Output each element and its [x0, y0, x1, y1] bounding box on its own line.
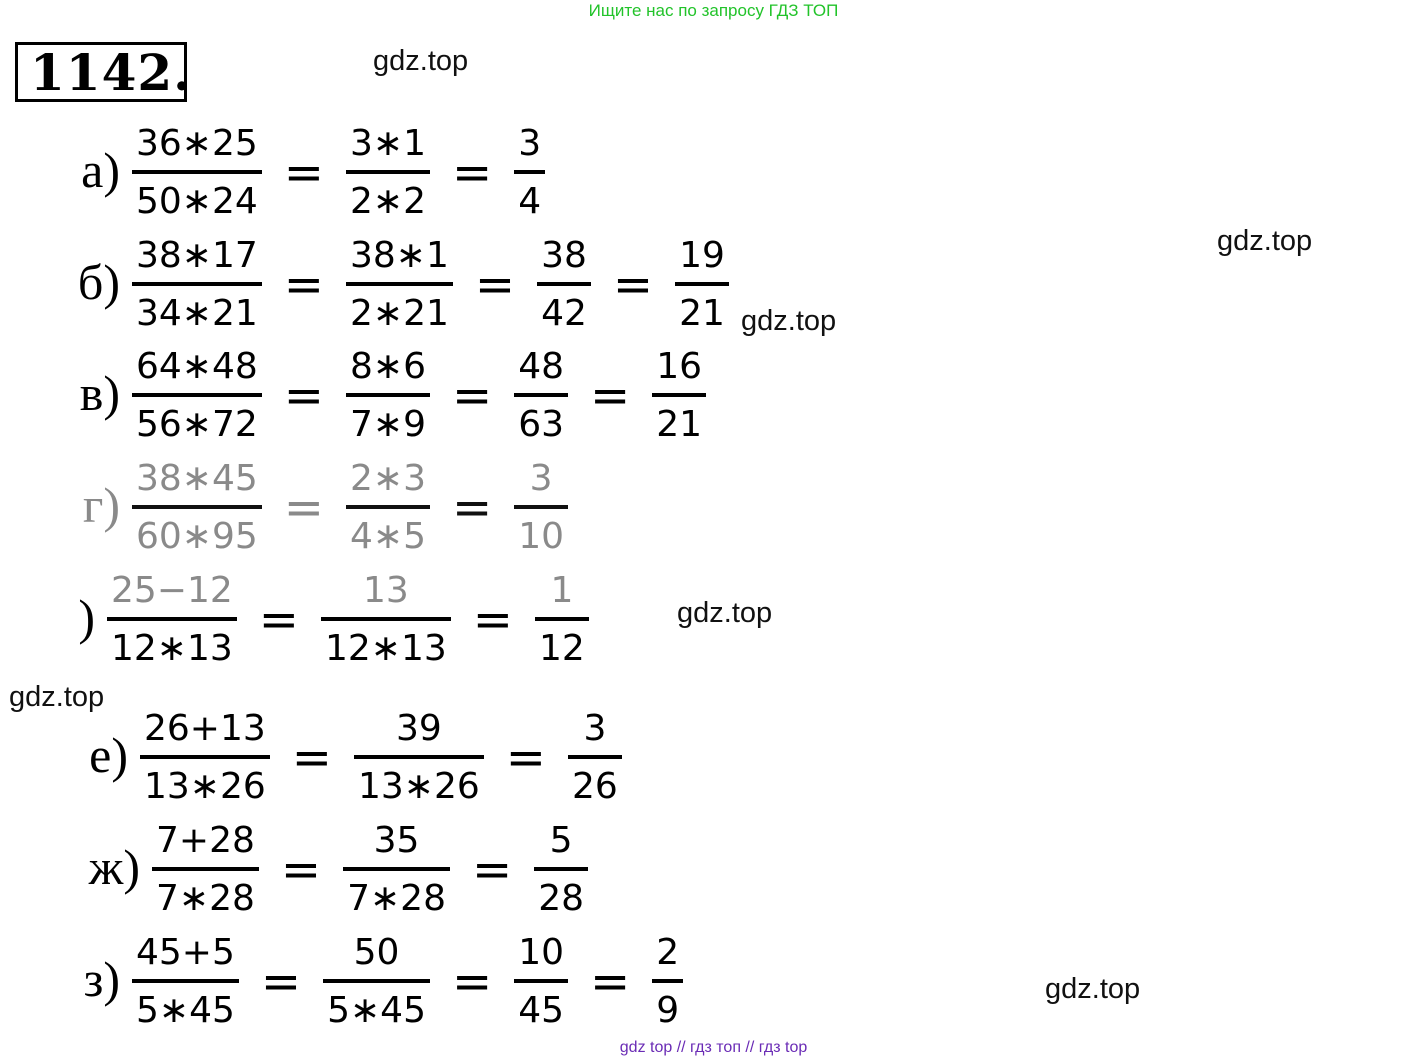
numerator: 25−12 — [111, 570, 233, 611]
item-label: ж) — [88, 839, 140, 895]
equals-sign: = — [451, 480, 493, 536]
numerator: 1 — [550, 570, 574, 611]
fraction — [652, 932, 683, 1031]
numerator: 19 — [679, 235, 725, 276]
numerator: 3 — [529, 458, 553, 499]
fraction — [535, 570, 589, 669]
denominator: 56∗72 — [136, 404, 258, 445]
item-label: б) — [77, 254, 120, 310]
fraction — [354, 708, 484, 807]
equals-sign: = — [283, 480, 324, 536]
fraction — [343, 820, 450, 919]
numerator: 64∗48 — [136, 346, 258, 387]
numerator: 26+13 — [144, 708, 266, 749]
equals-sign: = — [452, 954, 493, 1010]
fraction — [132, 932, 239, 1031]
denominator: 10 — [518, 516, 565, 557]
fraction — [514, 932, 568, 1031]
equation-row-v — [0, 341, 714, 451]
fraction — [514, 458, 568, 557]
denominator: 5∗45 — [136, 990, 235, 1031]
equals-sign: = — [474, 257, 516, 313]
equals-sign: = — [472, 842, 513, 898]
denominator: 13∗26 — [358, 766, 480, 807]
equals-sign: = — [612, 257, 654, 313]
item-label: е) — [89, 727, 128, 783]
equals-sign: = — [283, 145, 324, 201]
equals-sign: = — [283, 257, 324, 313]
item-label: а) — [81, 142, 120, 198]
search-hint-banner: Ищите нас по запросу ГДЗ ТОП — [588, 1, 839, 20]
fraction — [140, 708, 270, 807]
fraction — [346, 123, 430, 222]
denominator: 63 — [518, 404, 565, 445]
equation-row-b — [0, 230, 737, 340]
denominator: 26 — [572, 766, 618, 807]
denominator: 28 — [538, 878, 585, 919]
fraction — [132, 123, 262, 222]
denominator: 4∗5 — [350, 516, 426, 557]
numerator: 38∗1 — [350, 235, 449, 276]
item-label: з) — [83, 951, 120, 1007]
fraction — [346, 458, 430, 557]
numerator: 35 — [373, 820, 420, 861]
denominator: 12∗13 — [325, 628, 447, 669]
fraction — [321, 570, 451, 669]
denominator: 7∗28 — [156, 878, 255, 919]
numerator: 38∗45 — [136, 458, 258, 499]
denominator: 12∗13 — [111, 628, 233, 669]
fraction — [568, 708, 622, 807]
equation-row-d — [0, 565, 597, 675]
equals-sign: = — [280, 842, 322, 898]
item-label: ) — [78, 589, 95, 645]
equals-sign: = — [451, 368, 493, 424]
equals-sign: = — [258, 592, 299, 648]
watermark: gdz.top — [1217, 225, 1313, 257]
equation-row-a — [0, 118, 553, 228]
numerator: 2∗3 — [350, 458, 426, 499]
numerator: 13 — [362, 570, 409, 611]
problem-number: 1142. — [15, 42, 187, 102]
denominator: 21 — [656, 404, 703, 445]
equals-sign: = — [590, 368, 631, 424]
denominator: 42 — [541, 293, 587, 334]
equation-row-g — [0, 453, 576, 563]
item-label: г) — [82, 477, 120, 533]
numerator: 3 — [518, 123, 542, 164]
numerator: 36∗25 — [136, 123, 258, 164]
denominator: 21 — [679, 293, 725, 334]
numerator: 38∗17 — [136, 235, 258, 276]
equals-sign: = — [590, 954, 631, 1010]
numerator: 50 — [353, 932, 400, 973]
equals-sign: = — [291, 730, 332, 786]
numerator: 45+5 — [136, 932, 235, 973]
item-label: в) — [79, 365, 120, 421]
equals-sign: = — [472, 592, 513, 648]
fraction — [652, 346, 706, 445]
numerator: 10 — [518, 932, 565, 973]
denominator: 45 — [518, 990, 565, 1031]
equals-sign: = — [505, 730, 546, 786]
denominator: 50∗24 — [136, 181, 258, 222]
footer-watermark: gdz top // гдз топ // гдз top — [619, 1039, 808, 1056]
numerator: 48 — [518, 346, 565, 387]
numerator: 5 — [549, 820, 573, 861]
denominator: 9 — [656, 990, 680, 1031]
fraction — [132, 458, 262, 557]
denominator: 7∗28 — [347, 878, 446, 919]
watermark: gdz.top — [373, 45, 469, 77]
denominator: 34∗21 — [136, 293, 258, 334]
equation-row-zh — [0, 815, 596, 925]
fraction — [537, 235, 591, 334]
fraction — [346, 235, 453, 334]
denominator: 60∗95 — [136, 516, 258, 557]
numerator: 39 — [395, 708, 442, 749]
fraction — [107, 570, 237, 669]
numerator: 3∗1 — [350, 123, 426, 164]
watermark: gdz.top — [677, 597, 773, 629]
watermark: gdz.top — [741, 305, 837, 337]
equation-row-e — [0, 703, 630, 813]
numerator: 16 — [656, 346, 703, 387]
fraction — [132, 235, 262, 334]
watermark: gdz.top — [9, 681, 105, 713]
equation-row-z — [0, 927, 691, 1037]
numerator: 8∗6 — [350, 346, 426, 387]
denominator: 7∗9 — [350, 404, 426, 445]
equals-sign: = — [451, 145, 493, 201]
fraction — [132, 346, 262, 445]
fraction — [514, 123, 545, 222]
equals-sign: = — [260, 954, 302, 1010]
denominator: 4 — [518, 181, 542, 222]
denominator: 13∗26 — [144, 766, 266, 807]
denominator: 12 — [539, 628, 585, 669]
numerator: 38 — [541, 235, 587, 276]
fraction — [323, 932, 430, 1031]
fraction — [675, 235, 729, 334]
denominator: 2∗2 — [350, 181, 426, 222]
numerator: 3 — [583, 708, 607, 749]
watermark: gdz.top — [1045, 973, 1141, 1005]
equals-sign: = — [283, 368, 324, 424]
denominator: 2∗21 — [350, 293, 449, 334]
fraction — [346, 346, 430, 445]
fraction — [152, 820, 259, 919]
fraction — [534, 820, 588, 919]
fraction — [514, 346, 568, 445]
numerator: 2 — [656, 932, 680, 973]
denominator: 5∗45 — [327, 990, 426, 1031]
numerator: 7+28 — [156, 820, 255, 861]
